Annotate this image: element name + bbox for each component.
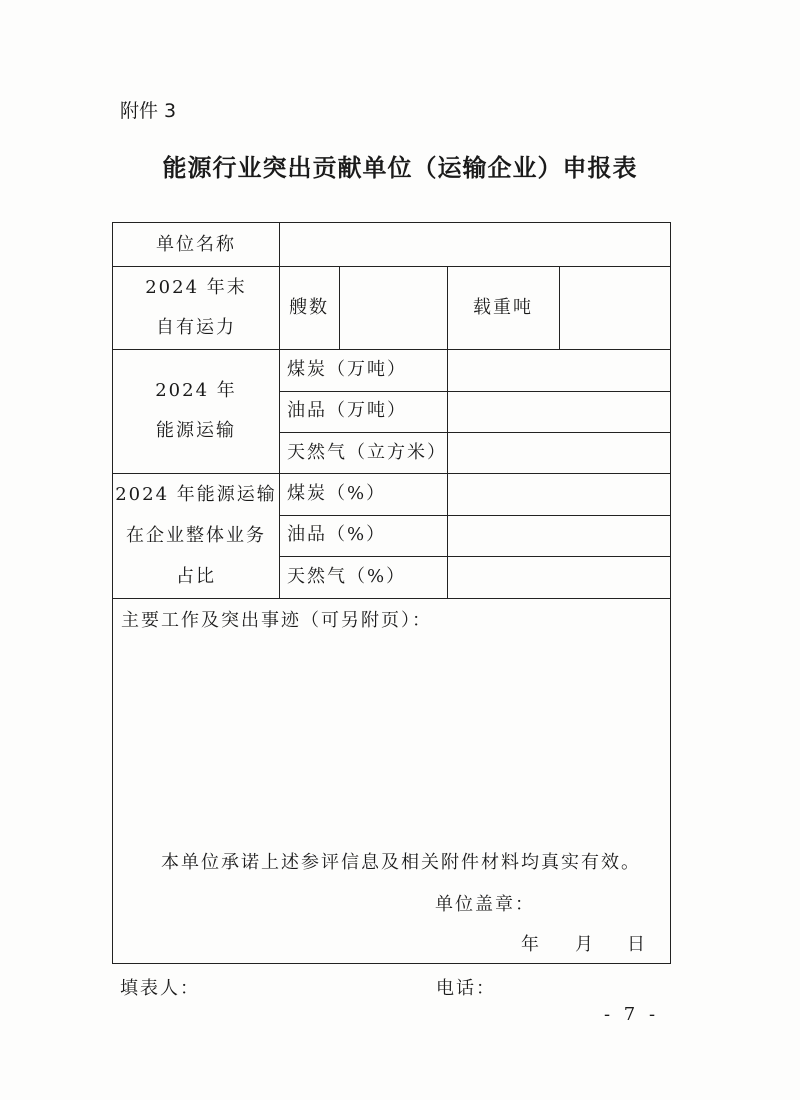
document-title: 能源行业突出贡献单位（运输企业）申报表 (162, 154, 638, 182)
tonnage-label: 载重吨 (473, 297, 533, 318)
page-number: - 7 - (604, 1004, 660, 1025)
coal-pct-field[interactable] (448, 474, 670, 515)
filler-label: 填表人： (120, 978, 200, 999)
tonnage-field[interactable] (560, 267, 670, 349)
application-form (112, 222, 671, 964)
date-year: 年 (521, 934, 541, 955)
coal-tons-label: 煤炭（万吨） (287, 359, 407, 380)
main-work-field[interactable] (121, 643, 661, 843)
unit-name-label: 单位名称 (156, 234, 236, 255)
oil-tons-label: 油品（万吨） (287, 400, 407, 421)
capacity-label-line2: 自有运力 (156, 317, 236, 338)
seal-label: 单位盖章： (435, 894, 535, 915)
gas-volume-label: 天然气（立方米） (287, 442, 447, 463)
row-divider (113, 598, 670, 599)
oil-tons-field[interactable] (448, 392, 670, 432)
coal-tons-field[interactable] (448, 350, 670, 391)
ships-label: 艘数 (289, 297, 329, 318)
gas-volume-field[interactable] (448, 433, 670, 473)
date-day: 日 (627, 934, 647, 955)
gas-pct-field[interactable] (448, 557, 670, 598)
attachment-label: 附件 3 (120, 100, 177, 122)
oil-pct-label: 油品（%） (287, 524, 387, 545)
date-month: 月 (575, 934, 595, 955)
share-label-line3: 占比 (176, 566, 216, 587)
capacity-label-line1: 2024 年末 (145, 277, 247, 298)
share-label-line2: 在企业整体业务 (126, 525, 266, 546)
unit-name-field[interactable] (280, 225, 670, 265)
energy-label-line2: 能源运输 (156, 420, 236, 441)
coal-pct-label: 煤炭（%） (287, 483, 387, 504)
ships-field[interactable] (340, 267, 447, 349)
column-divider (279, 223, 280, 598)
gas-pct-label: 天然气（%） (287, 566, 407, 587)
phone-label: 电话： (436, 978, 496, 999)
energy-label-line1: 2024 年 (155, 380, 237, 401)
share-label-line1: 2024 年能源运输 (115, 484, 277, 505)
pledge-text: 本单位承诺上述参评信息及相关附件材料均真实有效。 (161, 852, 641, 873)
oil-pct-field[interactable] (448, 516, 670, 556)
main-work-label: 主要工作及突出事迹（可另附页）： (121, 610, 432, 631)
